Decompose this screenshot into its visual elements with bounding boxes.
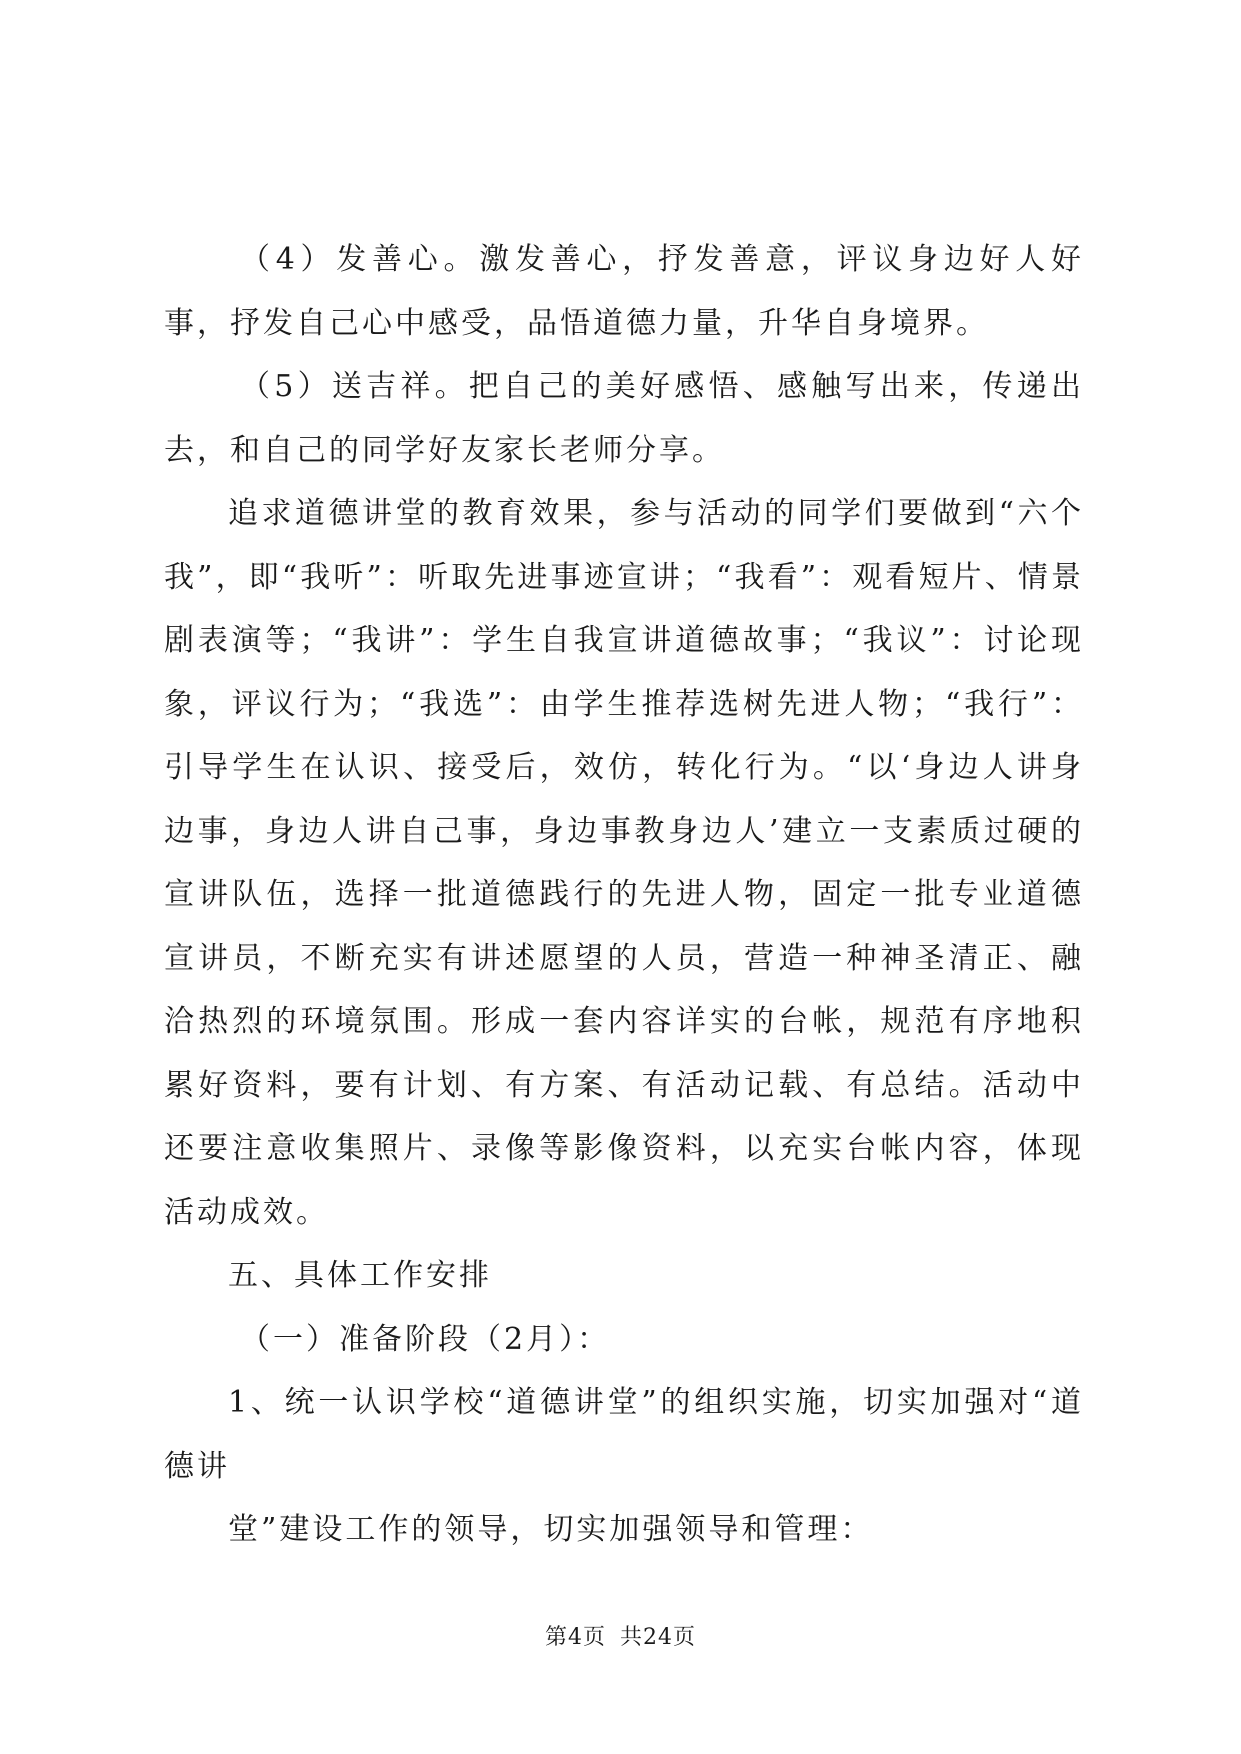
section-heading-work-arrangement: 五、具体工作安排 — [228, 1258, 492, 1293]
paragraph-fa-shan-xin: （4）发善心。激发善心，抒发善意，评议身边好人好事，抒发自己心中感受，品悟道德力量，升华自身境界。 — [164, 242, 1084, 341]
paragraph-item-1: 1、统一认识学校“道德讲堂”的组织实施，切实加强对“道德讲 — [164, 1385, 1084, 1484]
total-pages: 共24页 — [620, 1625, 696, 1650]
subheading-preparation-stage: （一）准备阶段（2月）： — [240, 1321, 611, 1357]
paragraph-liu-ge-wo: 追求道德讲堂的教育效果，参与活动的同学们要做到“六个我”，即“我听”：听取先进事迹宣讲；“我看”：观看短片、情景剧表演等；“我讲”：学生自我宣讲道德故事；“我议”：讨论现象，评议行为；“我选”：由学生推荐选树先进人物；“我行”：引导学生在认识、接受后，效仿，转化行为。“以‘身边人讲身边事，身边人讲自己事，身边事教身边人’建立一支素质过硬的宣讲队伍，选择一批道德践行的先进人物，固定一批专业道德宣讲员，不断充实有讲述愿望的人员，营造一种神圣清正、融洽热烈的环境氛围。形成一套内容详实的台帐，规范有序地积累好资料，要有计划、有方案、有活动记载、有总结。活动中还要注意收集照片、录像等影像资料，以充实台帐内容，体现活动成效。 — [164, 496, 1084, 1230]
page-footer — [0, 1620, 1241, 1651]
document-body — [164, 228, 1084, 1562]
paragraph-song-ji-xiang: （5）送吉祥。把自己的美好感悟、感触写出来，传递出去，和自己的同学好友家长老师分享。 — [164, 369, 1084, 468]
paragraph-item-1-continued: 堂”建设工作的领导，切实加强领导和管理： — [228, 1512, 874, 1547]
page-number: 第4页 — [545, 1625, 606, 1650]
